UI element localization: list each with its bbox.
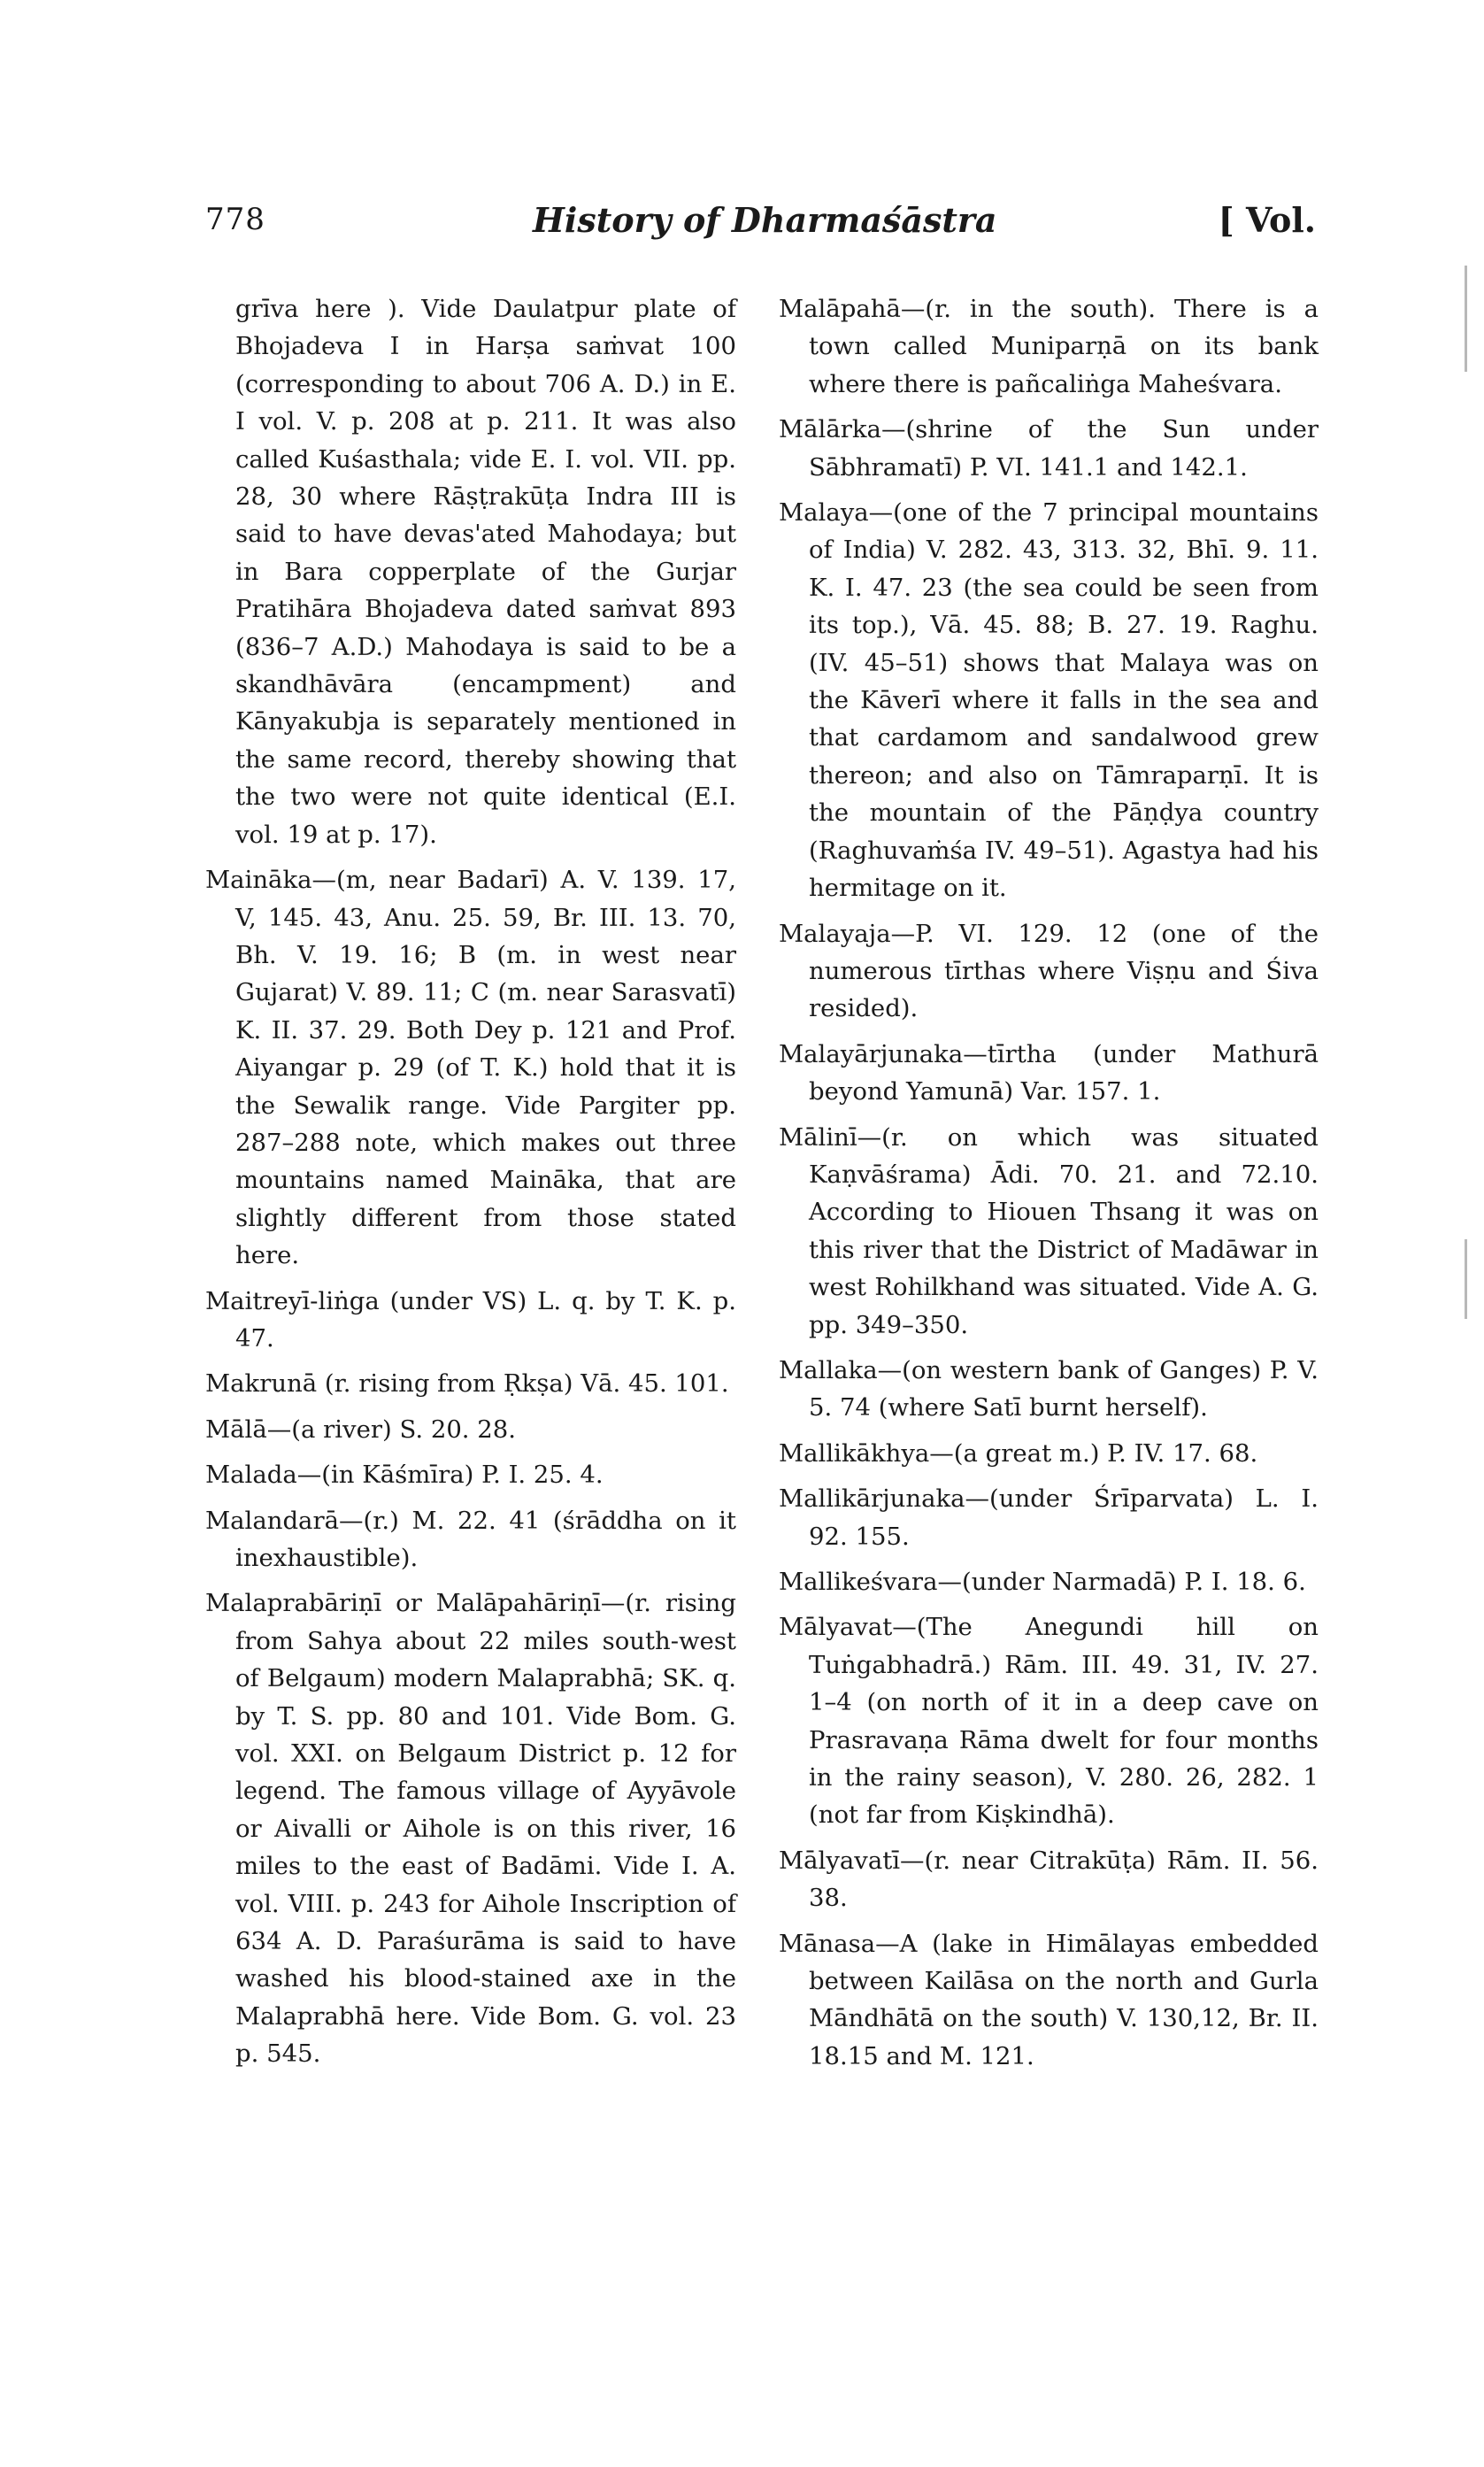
entry: Mallikārjunaka—(under Śrīparvata) L. I. 92. 155. <box>779 1484 1319 1551</box>
left-column <box>205 290 736 2081</box>
entry: Malaprabāriṇī or Malāpahāriṇī—(r. rising from Sahya about 22 miles south-west of Belgaum) modern Malaprabhā; SK. q. by T. S. pp. 80 and 101. Vide Bom. G. vol. XXI. on Belgaum District p. 12 for legend. The famous village of Ayyāvole or Aivalli or Aihole is on this river, 16 miles to the east of Badāmi. Vide I. A. vol. VIII. p. 243 for Aihole Inscription of 634 A. D. Paraśurāma is said to have washed his blood-stained axe in the Malaprabhā here. Vide Bom. G. vol. 23 p. 545. <box>205 1589 736 2069</box>
entry: Malayārjunaka—tīrtha (under Mathurā beyond Yamunā) Var. 157. 1. <box>779 1039 1319 1106</box>
page-header <box>205 197 1316 250</box>
entry: Malāpahā—(r. in the south). There is a town called Muniparṇā on its bank where there is pañcaliṅga Maheśvara. <box>779 295 1319 398</box>
scan-edge-mark <box>1465 266 1467 372</box>
entry: Mālārka—(shrine of the Sun under Sābhramatī) P. VI. 141.1 and 142.1. <box>779 415 1319 482</box>
entry: Mālinī—(r. on which was situated Kaṇvāśrama) Ādi. 70. 21. and 72.10. According to Hiouen Thsang it was on this river that the District of Madāwar in west Rohilkhand was situated. Vide A. G. pp. 349–350. <box>779 1122 1319 1339</box>
entry: Malaya—(one of the 7 principal mountains of India) V. 282. 43, 313. 32, Bhī. 9. 11. K. I. 47. 23 (the sea could be seen from its top.), Vā. 45. 88; B. 27. 19. Raghu. (IV. 45–51) shows that Malaya was on the Kāverī where it falls in the sea and that cardamom and sandalwood grew thereon; and also on Tāmraparṇī. It is the mountain of the Pāṇḍya country (Raghuvaṁśa IV. 49–51). Agastya had his hermitage on it. <box>779 498 1319 903</box>
entry: Mallaka—(on western bank of Ganges) P. V. 5. 74 (where Satī burnt herself). <box>779 1355 1319 1422</box>
volume-label: [ Vol. <box>1218 200 1316 240</box>
entry: Maitreyī-liṅga (under VS) L. q. by T. K. p. 47. <box>205 1286 736 1353</box>
entry: Maināka—(m, near Badarī) A. V. 139. 17, V, 145. 43, Anu. 25. 59, Br. III. 13. 70, Bh. V. 19. 16; B (m. in west near Gujarat) V. 89. 11; C (m. near Sarasvatī) K. II. 37. 29. Both Dey p. 121 and Prof. Aiyangar p. 29 (of T. K.) hold that it is the Sewalik range. Vide Pargiter pp. 287–288 note, which makes out three mountains named Maināka, that are slightly different from those stated here. <box>205 866 736 1270</box>
entry: Mallikākhya—(a great m.) P. IV. 17. 68. <box>779 1438 1258 1468</box>
running-title: History of Dharmaśāstra <box>533 200 997 240</box>
right-column <box>779 290 1319 2083</box>
entry: Malayaja—P. VI. 129. 12 (one of the numerous tīrthas where Viṣṇu and Śiva resided). <box>779 919 1319 1023</box>
entry-continued: grīva here ). Vide Daulatpur plate of Bhojadeva I in Harṣa saṁvat 100 (corresponding to about 706 A. D.) in E. I vol. V. p. 208 at p. 211. It was also called Kuśasthala; vide E. I. vol. VII. pp. 28, 30 where Rāṣṭrakūṭa Indra III is said to have devas'ated Mahodaya; but in Bara copperplate of the Gurjar Pratihāra Bhojadeva dated saṁvat 893 (836–7 A.D.) Mahodaya is said to be a skandhāvāra (encampment) and Kānyakubja is separately mentioned in the same record, thereby showing that the two were not quite identical (E.I. vol. 19 at p. 17). <box>235 295 736 849</box>
scan-edge-mark <box>1465 1239 1467 1319</box>
page-number: 778 <box>205 202 265 237</box>
entry: Malada—(in Kāśmīra) P. I. 25. 4. <box>205 1461 604 1490</box>
entry: Mālyavatī—(r. near Citrakūṭa) Rām. II. 56. 38. <box>779 1846 1319 1913</box>
entry: Mānasa—A (lake in Himālayas embedded between Kailāsa on the north and Gurla Māndhātā on the south) V. 130,12, Br. II. 18.15 and M. 121. <box>779 1929 1319 2070</box>
entry: Mālā—(a river) S. 20. 28. <box>205 1415 517 1444</box>
entry: Mallikeśvara—(under Narmadā) P. I. 18. 6. <box>779 1568 1306 1596</box>
entry: Malandarā—(r.) M. 22. 41 (śrāddha on it inexhaustible). <box>205 1506 736 1572</box>
entry: Makrunā (r. rising from Ṛkṣa) Vā. 45. 101. <box>205 1369 729 1399</box>
entry: Mālyavat—(The Anegundi hill on Tuṅgabhadrā.) Rām. III. 49. 31, IV. 27. 1–4 (on north of it in a deep cave on Prasravaṇa Rāma dwelt for four months in the rainy season), V. 280. 26, 282. 1 (not far from Kiṣkindhā). <box>779 1613 1319 1830</box>
